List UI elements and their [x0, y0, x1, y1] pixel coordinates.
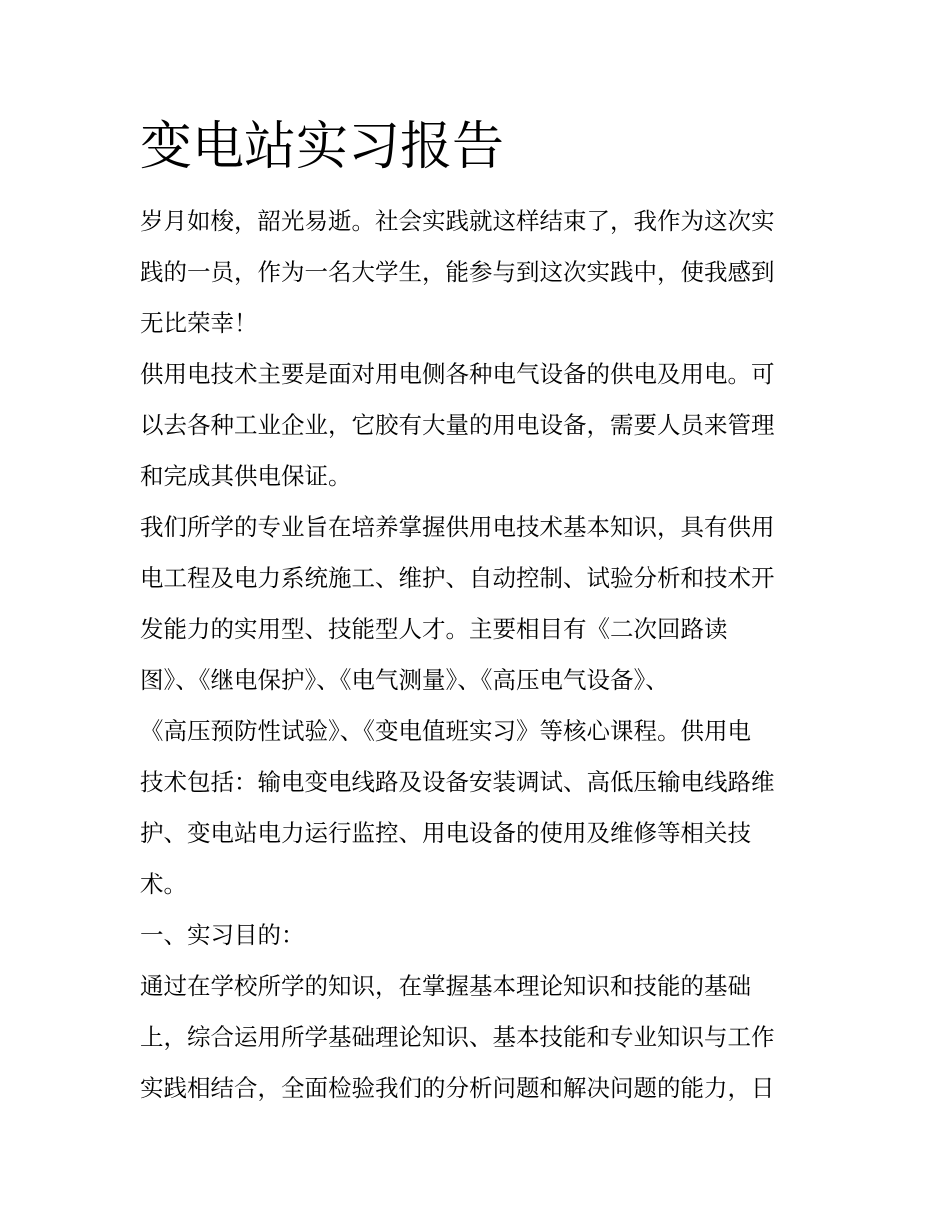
text-line: 通过在学校所学的知识，在掌握基本理论知识和技能的基础 — [140, 972, 751, 1000]
section-heading: 一、实习目的： — [140, 921, 305, 949]
text-line: 我们所学的专业旨在培养掌握供用电技术基本知识，具有供用 — [140, 513, 775, 541]
text-line: 践的一员，作为一名大学生，能参与到这次实践中，使我感到 — [140, 258, 775, 286]
text-line: 供用电技术主要是面对用电侧各种电气设备的供电及用电。可 — [140, 360, 775, 388]
text-line: 发能力的实用型、技能型人才。主要相目有《二次回路读 — [140, 615, 728, 643]
text-line: 《高压预防性试验》、《变电值班实习》等核心课程。供用电 — [140, 717, 751, 745]
text-line: 技术包括：输电变电线路及设备安装调试、高低压输电线路维 — [140, 768, 775, 796]
text-line: 护、变电站电力运行监控、用电设备的使用及维修等相关技 — [140, 819, 751, 847]
text-line: 电工程及电力系统施工、维护、自动控制、试验分析和技术开 — [140, 564, 775, 592]
document-title: 变电站实习报告 — [140, 117, 505, 177]
text-line: 术。 — [140, 870, 187, 898]
text-line: 岁月如梭，韶光易逝。社会实践就这样结束了，我作为这次实 — [140, 207, 775, 235]
text-line: 以去各种工业企业，它胶有大量的用电设备，需要人员来管理 — [140, 411, 775, 439]
text-line: 无比荣幸！ — [140, 309, 258, 337]
text-line: 图》、《继电保护》、《电气测量》、《高压电气设备》、 — [140, 666, 669, 694]
text-line: 和完成其供电保证。 — [140, 462, 352, 490]
text-line: 上，综合运用所学基础理论知识、基本技能和专业知识与工作 — [140, 1023, 775, 1051]
text-line: 实践相结合，全面检验我们的分析问题和解决问题的能力，日 — [140, 1074, 775, 1102]
